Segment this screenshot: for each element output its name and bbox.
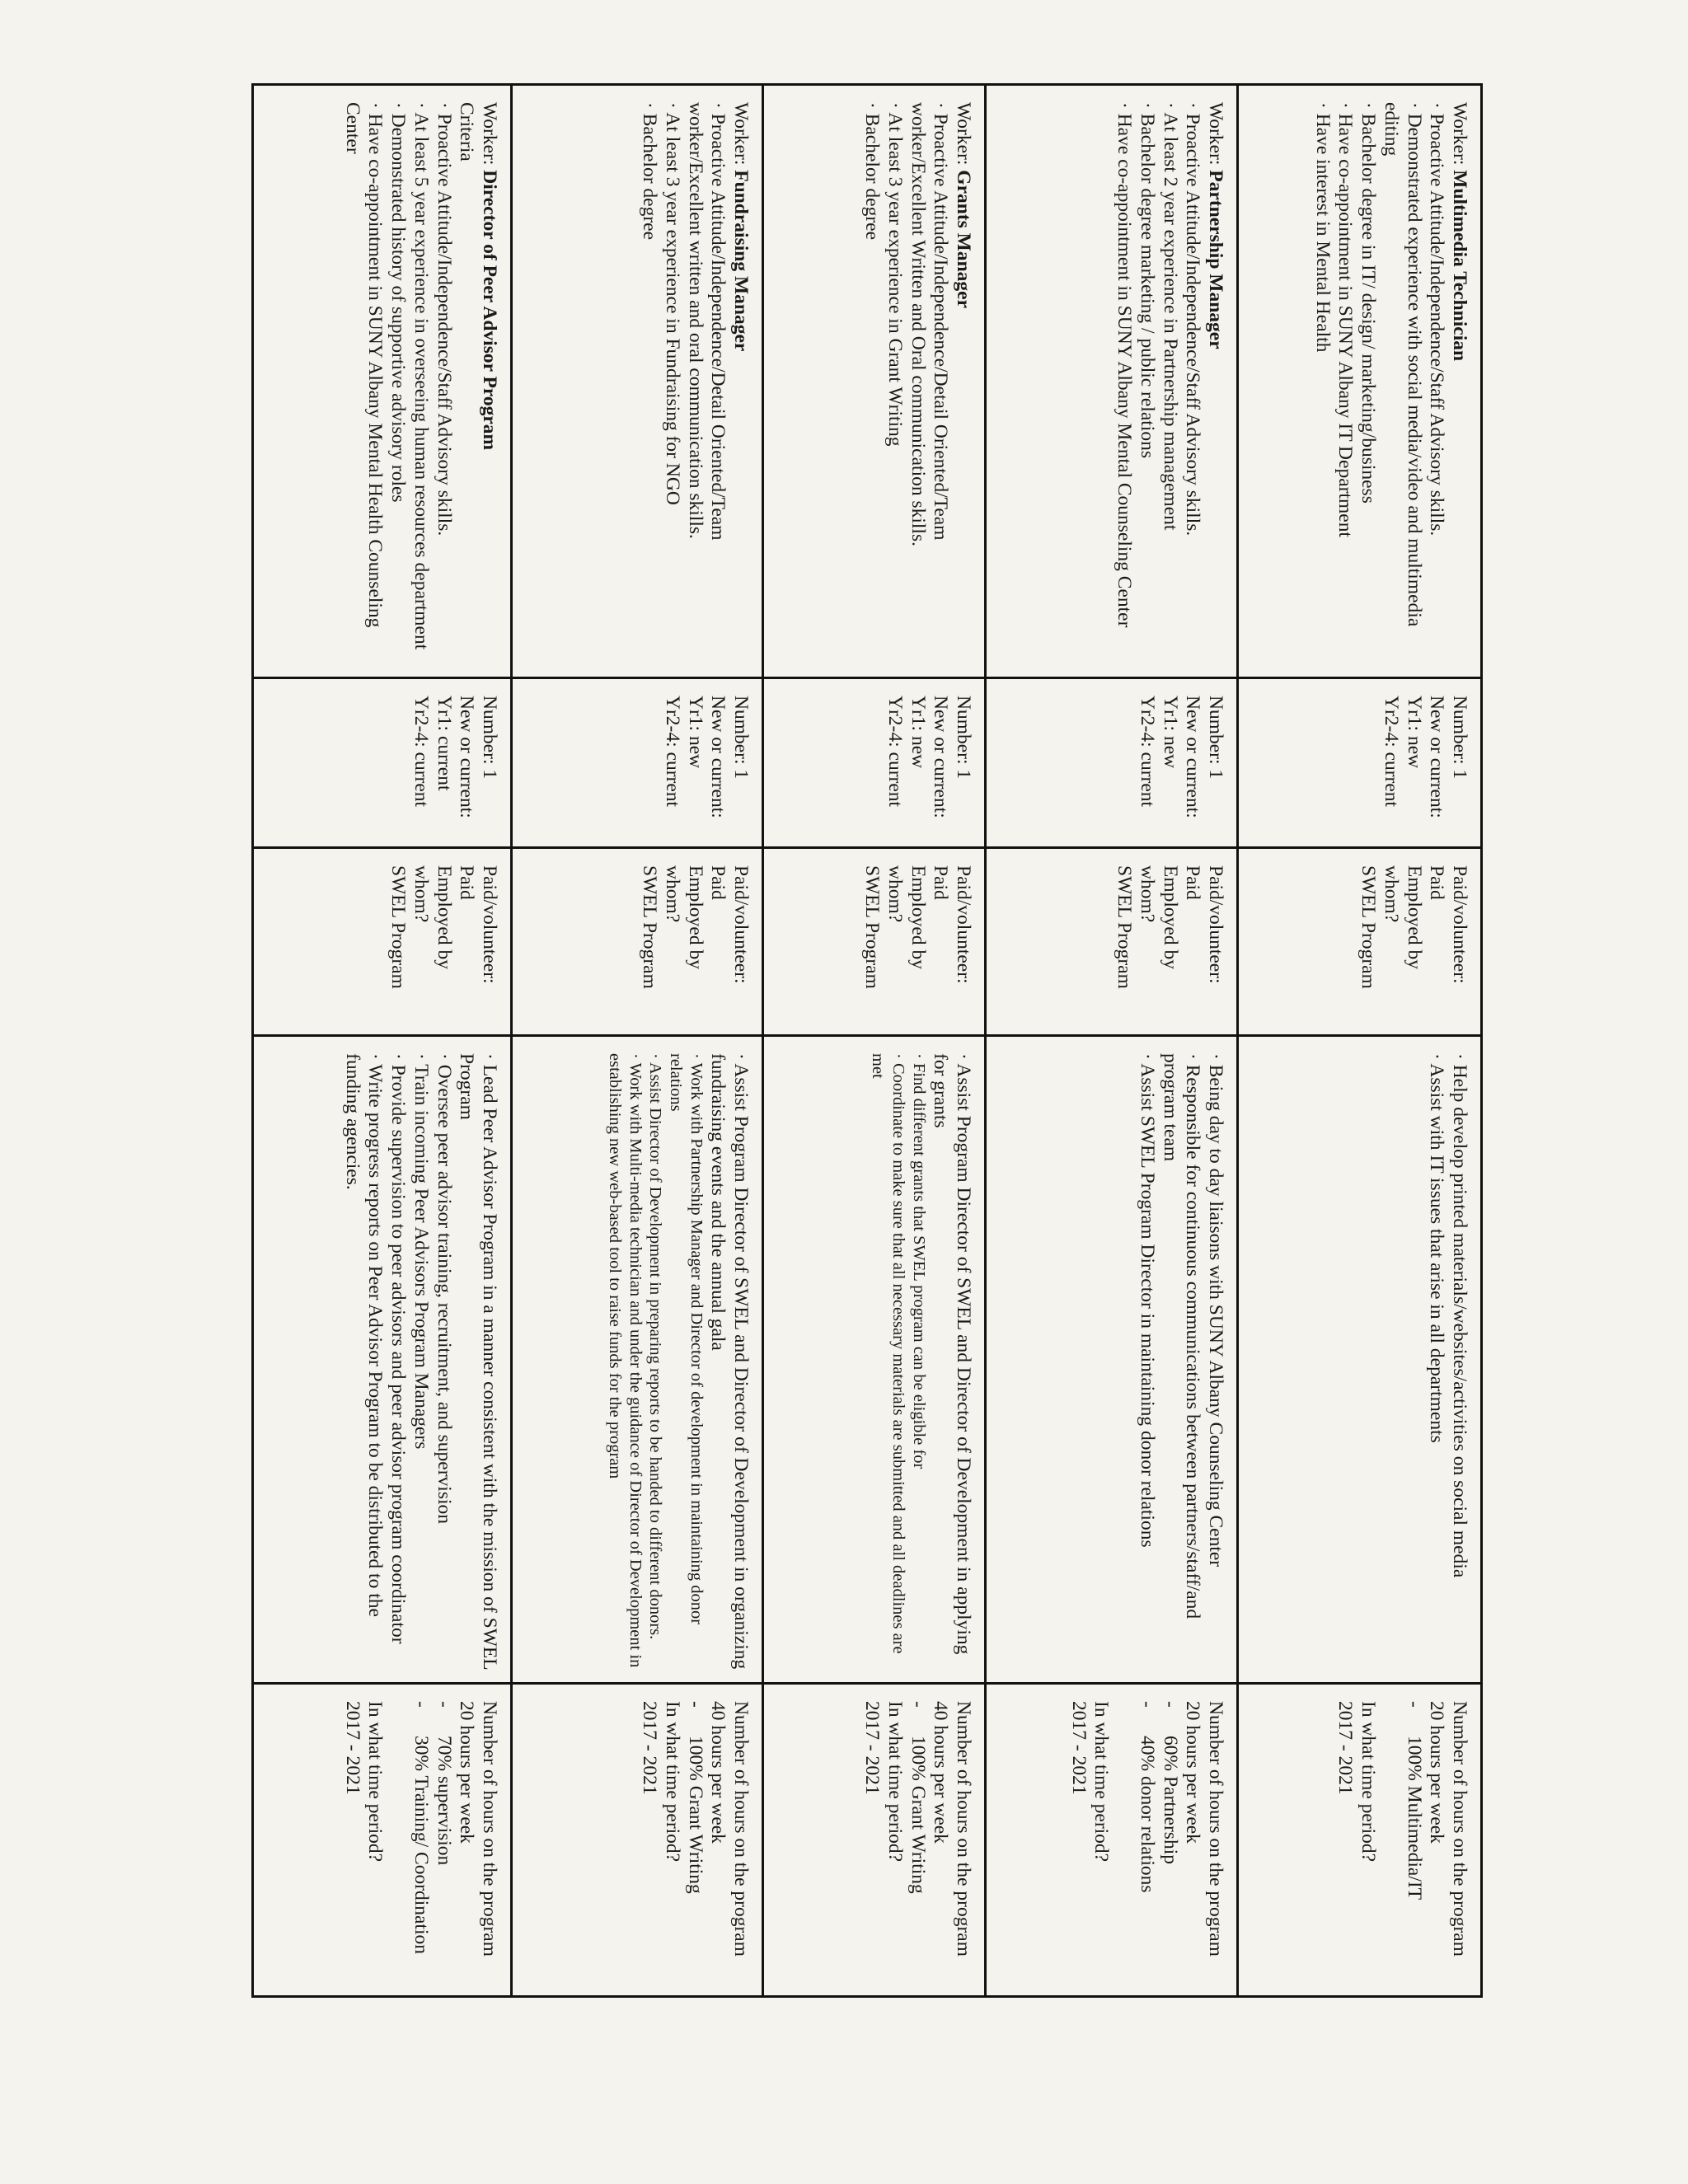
hours-cell <box>763 1684 986 1997</box>
hours-heading: Number of hours on the program <box>953 1701 974 1957</box>
period-label: In what time period? <box>884 1701 906 1863</box>
paid-line: whom? <box>661 865 683 923</box>
hours-breakdown-item: 100% Grant Writing <box>684 1736 706 1894</box>
paid-line: whom? <box>884 865 906 923</box>
responsibilities-cell <box>986 1036 1238 1684</box>
paid-cell <box>986 848 1238 1036</box>
worker-title: Partnership Manager <box>1205 170 1226 349</box>
hours-heading: Number of hours on the program <box>730 1701 752 1957</box>
staffing-table-body <box>253 85 1482 1997</box>
number-cell <box>512 678 763 848</box>
responsibility-item: · Being day to day liaisons with SUNY Albany Counseling Center <box>1205 1053 1226 1568</box>
hours-cell <box>1238 1684 1482 1997</box>
paid-cell <box>1238 848 1482 1036</box>
number-line: Yr1: new <box>1403 696 1425 769</box>
number-line: New or current: <box>1426 696 1448 818</box>
paid-line: Paid <box>707 865 729 900</box>
criteria-item: · At least 2 year experience in Partnership management <box>1159 102 1181 531</box>
hours-per-week: 20 hours per week <box>1426 1701 1448 1844</box>
number-line: Yr2-4: current <box>884 696 906 808</box>
rotated-table-wrapper <box>254 83 1483 1995</box>
responsibility-item: · Assist Program Director of SWEL and Director of Development in organizing fundraising events and the annual gala <box>707 1053 752 1670</box>
number-line: Yr2-4: current <box>1380 696 1402 808</box>
period-value: 2017 - 2021 <box>1334 1701 1357 1795</box>
dash-bullet: - <box>907 1701 929 1708</box>
paid-cell <box>512 848 763 1036</box>
worker-prefix: Worker: <box>953 102 974 171</box>
criteria-item: · At least 5 year experience in overseeing human resources department <box>410 102 432 650</box>
number-line: Yr1: new <box>1159 696 1181 769</box>
number-line: New or current: <box>1182 696 1204 818</box>
number-line: Number: 1 <box>730 696 752 780</box>
criteria-item: · At least 3 year experience in Fundraising for NGO <box>661 102 683 505</box>
criteria-item: · Have co-appointment in SUNY Albany IT Department <box>1334 102 1357 537</box>
paid-line: Employed by <box>684 865 706 969</box>
number-line: Yr2-4: current <box>661 696 683 808</box>
responsibility-item: · Assist SWEL Program Director in maintaining donor relations <box>1136 1053 1158 1548</box>
criteria-item: · Proactive Attitude/Independence/Detail Oriented/Team worker/Excellent Written and Oral communication skills. <box>907 102 952 546</box>
paid-line: Paid/volunteer: <box>479 865 500 984</box>
dash-bullet: - <box>684 1701 706 1708</box>
responsibilities-cell <box>763 1036 986 1684</box>
hours-breakdown-item: 60% Partnership <box>1159 1736 1181 1864</box>
number-line: Yr1: new <box>684 696 706 769</box>
criteria-item: · Have co-appointment in SUNY Albany Mental Health Counseling Center <box>341 102 387 628</box>
paid-line: Paid/volunteer: <box>953 865 974 984</box>
table-row <box>763 85 986 1997</box>
hours-per-week: 20 hours per week <box>1182 1701 1204 1844</box>
hours-per-week: 40 hours per week <box>707 1701 729 1844</box>
worker-prefix: Worker: <box>1205 102 1226 171</box>
period-value: 2017 - 2021 <box>861 1701 884 1795</box>
staffing-table <box>251 83 1483 1998</box>
hours-breakdown-item: 30% Training/ Coordination <box>410 1736 432 1955</box>
hours-per-week: 20 hours per week <box>456 1701 478 1844</box>
responsibility-item: · Write progress reports on Peer Advisor Program to be distributed to the funding agencies. <box>341 1053 387 1617</box>
paid-line: SWEL Program <box>387 865 410 989</box>
number-cell <box>763 678 986 848</box>
scanned-page <box>254 83 1483 1995</box>
paid-line: Employed by <box>433 865 455 969</box>
number-line: New or current: <box>456 696 478 818</box>
criteria-item: · Demonstrated history of supportive advisory roles <box>387 102 410 503</box>
responsibility-item: · Coordinate to make sure that all necessary materials are submitted and all deadlines are met <box>869 1053 907 1654</box>
paid-line: Paid/volunteer: <box>730 865 752 984</box>
period-label: In what time period? <box>661 1701 683 1863</box>
hours-heading: Number of hours on the program <box>479 1701 500 1957</box>
worker-cell <box>986 85 1238 678</box>
period-value: 2017 - 2021 <box>639 1701 661 1795</box>
criteria-item: · At least 3 year experience in Grant Writing <box>884 102 906 447</box>
criteria-item: · Have interest in Mental Health <box>1311 102 1334 353</box>
criteria-item: · Bachelor degree marketing / public relations <box>1136 102 1158 458</box>
responsibilities-cell <box>512 1036 763 1684</box>
responsibility-item: · Work with Partnership Manager and Director of development in maintaining donor relations <box>666 1053 706 1625</box>
responsibilities-cell <box>1238 1036 1482 1684</box>
paid-line: Paid <box>456 865 478 900</box>
paid-line: Employed by <box>1159 865 1181 969</box>
responsibility-item: · Train incoming Peer Advisors Program Managers <box>410 1053 432 1450</box>
number-line: Number: 1 <box>479 696 500 780</box>
criteria-item: · Demonstrated experience with social media/video and multimedia editing <box>1380 102 1425 627</box>
worker-title: Grants Manager <box>953 170 974 309</box>
worker-cell <box>763 85 986 678</box>
hours-cell <box>253 1684 512 1997</box>
dash-bullet: - <box>1403 1701 1425 1708</box>
responsibility-item: · Lead Peer Advisor Program in a manner consistent with the mission of SWEL Program <box>456 1053 500 1670</box>
period-value: 2017 - 2021 <box>1067 1701 1090 1795</box>
paid-line: whom? <box>1380 865 1402 923</box>
number-line: Yr1: current <box>433 696 455 791</box>
criteria-item: · Have co-appointment in SUNY Albany Mental Counseling Center <box>1114 102 1136 628</box>
number-line: Number: 1 <box>1449 696 1470 780</box>
table-row <box>986 85 1238 1997</box>
paid-line: Paid <box>1426 865 1448 900</box>
paid-line: Paid/volunteer: <box>1449 865 1470 984</box>
hours-cell <box>512 1684 763 1997</box>
dash-bullet: - <box>410 1701 432 1708</box>
hours-heading: Number of hours on the program <box>1449 1701 1470 1957</box>
responsibility-item: · Find different grants that SWEL program can be eligible for <box>909 1053 928 1469</box>
worker-prefix: Worker: <box>730 102 752 171</box>
hours-breakdown-item: 100% Grant Writing <box>907 1736 929 1894</box>
worker-prefix: Worker: <box>479 102 500 171</box>
hours-breakdown-item: 40% donor relations <box>1136 1736 1158 1893</box>
paid-cell <box>253 848 512 1036</box>
paid-line: SWEL Program <box>1114 865 1136 989</box>
paid-line: Employed by <box>1403 865 1425 969</box>
number-cell <box>253 678 512 848</box>
number-line: New or current: <box>930 696 952 818</box>
period-label: In what time period? <box>364 1701 387 1863</box>
paid-line: SWEL Program <box>639 865 661 989</box>
number-line: Yr1: new <box>907 696 929 769</box>
hours-cell <box>986 1684 1238 1997</box>
period-label: In what time period? <box>1090 1701 1113 1863</box>
worker-cell <box>253 85 512 678</box>
responsibility-item: · Responsible for continuous communications between partners/staff/and program team <box>1159 1053 1204 1619</box>
table-row <box>512 85 763 1997</box>
paid-line: whom? <box>410 865 432 923</box>
number-cell <box>1238 678 1482 848</box>
responsibility-item: · Assist with IT issues that arise in all departments <box>1426 1053 1448 1443</box>
criteria-item: · Proactive Attitude/Independence/Staff Advisory skills. <box>1426 102 1448 537</box>
number-line: Yr2-4: current <box>410 696 432 808</box>
criteria-item: · Bachelor degree in IT/ design/ marketing/business <box>1357 102 1380 504</box>
number-line: Number: 1 <box>953 696 974 780</box>
number-line: Yr2-4: current <box>1136 696 1158 808</box>
table-row <box>1238 85 1482 1997</box>
hours-breakdown-item: 100% Multimedia/IT <box>1403 1736 1425 1900</box>
worker-prefix: Worker: <box>1449 102 1470 171</box>
paid-line: Employed by <box>907 865 929 969</box>
table-row <box>253 85 512 1997</box>
responsibility-item: · Oversee peer advisor training, recruitment, and supervision <box>433 1053 455 1524</box>
paid-line: SWEL Program <box>861 865 884 989</box>
criteria-item: · Bachelor degree <box>639 102 661 241</box>
paid-cell <box>763 848 986 1036</box>
paid-line: Paid <box>1182 865 1204 900</box>
responsibility-item: · Provide supervision to peer advisors and peer advisor program coordinator <box>387 1053 410 1644</box>
number-line: New or current: <box>707 696 729 818</box>
criteria-item: · Proactive Attitude/Independence/Staff Advisory skills. <box>433 102 455 537</box>
responsibility-item: · Work with Multi-media technician and under the guidance of Director of Development in establishing new web-based tool to raise funds for the program <box>606 1053 645 1668</box>
responsibility-item: · Help develop printed materials/websites/activities on social media <box>1449 1053 1470 1578</box>
dash-bullet: - <box>1159 1701 1181 1708</box>
paid-line: Paid <box>930 865 952 900</box>
dash-bullet: - <box>433 1701 455 1708</box>
worker-title: Director of Peer Advisor Program <box>479 170 500 451</box>
paid-line: whom? <box>1136 865 1158 923</box>
criteria-item: · Bachelor degree <box>861 102 884 241</box>
number-cell <box>986 678 1238 848</box>
worker-title: Multimedia Technician <box>1449 170 1470 362</box>
period-label: In what time period? <box>1357 1701 1380 1863</box>
criteria-heading: Criteria <box>456 102 478 162</box>
paid-line: SWEL Program <box>1357 865 1380 989</box>
criteria-item: · Proactive Attitude/Independence/Detail Oriented/Team worker/Excellent written and oral communication skills. <box>684 102 729 541</box>
worker-title: Fundraising Manager <box>730 170 752 352</box>
responsibilities-cell <box>253 1036 512 1684</box>
responsibility-item: · Assist Program Director of SWEL and Director of Development in applying for grants <box>930 1053 974 1655</box>
hours-per-week: 40 hours per week <box>930 1701 952 1844</box>
worker-cell <box>512 85 763 678</box>
worker-cell <box>1238 85 1482 678</box>
dash-bullet: - <box>1136 1701 1158 1708</box>
hours-breakdown-item: 70% supervision <box>433 1736 455 1866</box>
hours-heading: Number of hours on the program <box>1205 1701 1226 1957</box>
responsibility-item: · Assist Director of Development in preparing reports to be handed to different donors. <box>646 1053 665 1640</box>
criteria-item: · Proactive Attitude/Independence/Staff Advisory skills. <box>1182 102 1204 537</box>
period-value: 2017 - 2021 <box>341 1701 363 1795</box>
paid-line: Paid/volunteer: <box>1205 865 1226 984</box>
number-line: Number: 1 <box>1205 696 1226 780</box>
